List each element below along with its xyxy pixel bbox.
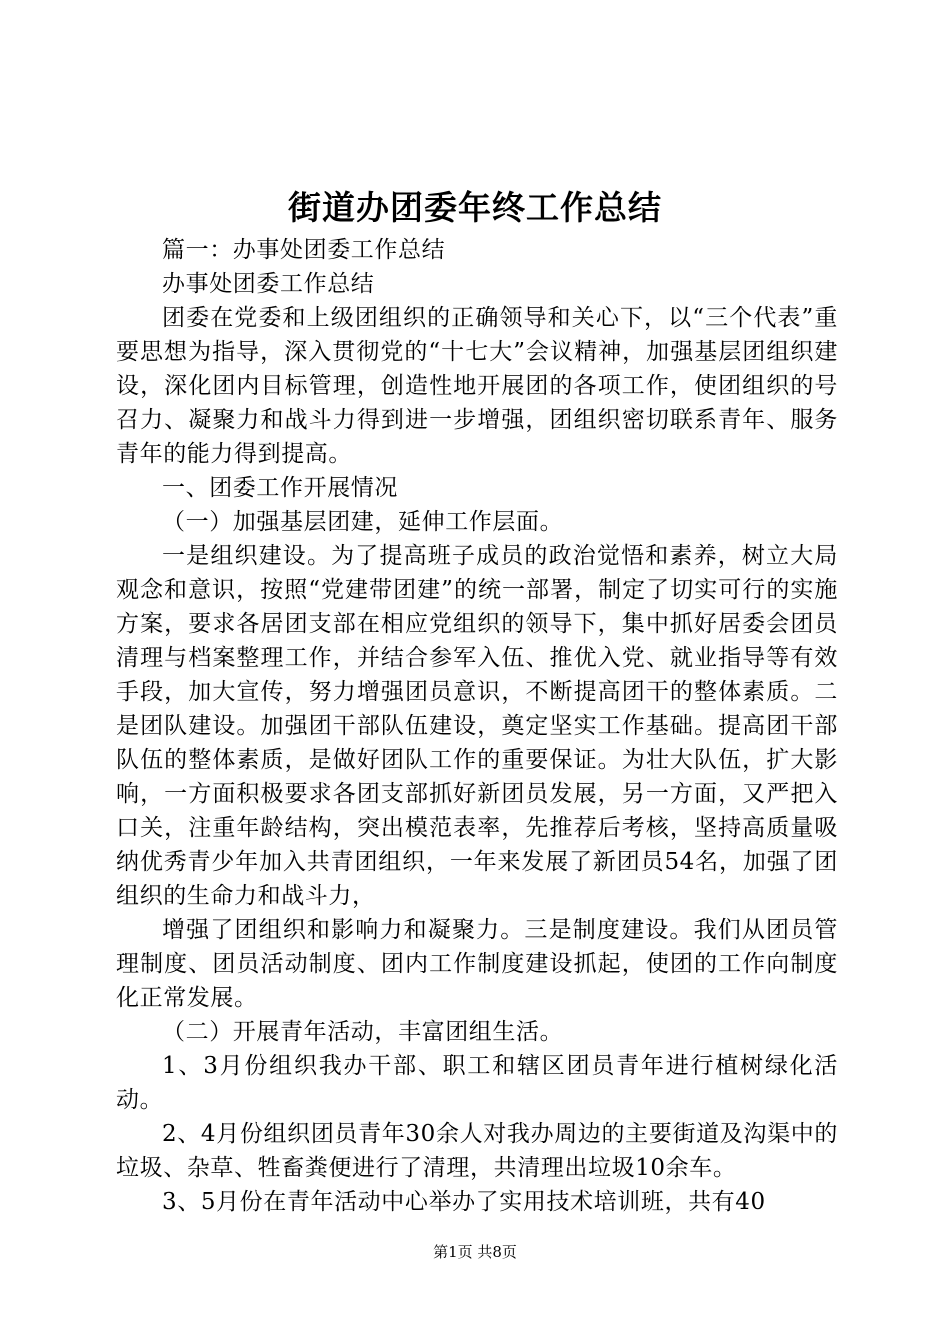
list-item: 3、5月份在青年活动中心举办了实用技术培训班，共有40 <box>162 1189 766 1215</box>
paragraph: 一是组织建设。为了提高班子成员的政治觉悟和素养，树立大局观念和意识，按照“党建带团建”的统一部署，制定了切实可行的实施方案，要求各居团支部在相应党组织的领导下，集中抓好居委会团员清理与档案整理工作，并结合参军入伍、推优入党、就业指导等有效手段，加大宣传，努力增强团员意识，不断提高团干的整体素质。二是团队建设。加强团干部队伍建设，奠定坚实工作基础。提高团干部队伍的整体素质，是做好团队工作的重要保证。为壮大队伍，扩大影响，一方面积极要求各团支部抓好新团员发展，另一方面，又严把入口关，注重年龄结构，突出模范表率，先推荐后考核，坚持高质量吸纳优秀青少年加入共青团组织，一年来发展了新团员54名，加强了团组织的生命力和战斗力， <box>116 543 838 909</box>
paragraph: 团委在党委和上级团组织的正确领导和关心下，以“三个代表”重要思想为指导，深入贯彻党的“十七大”会议精神，加强基层团组织建设，深化团内目标管理，创造性地开展团的各项工作，使团组织的号召力、凝聚力和战斗力得到进一步增强，团组织密切联系青年、服务青年的能力得到提高。 <box>116 305 838 467</box>
section-heading: 篇一：办事处团委工作总结 <box>162 237 446 263</box>
subsection-heading: （一）加强基层团建，延伸工作层面。 <box>162 509 564 535</box>
subsection-heading: （二）开展青年活动，丰富团组生活。 <box>162 1019 564 1045</box>
document-body <box>116 233 838 1219</box>
list-item: 1、3月份组织我办干部、职工和辖区团员青年进行植树绿化活动。 <box>116 1053 838 1113</box>
list-item: 2、4月份组织团员青年30余人对我办周边的主要街道及沟渠中的垃圾、杂草、牲畜粪便进行了清理，共清理出垃圾10余车。 <box>116 1121 838 1181</box>
section-heading: 一、团委工作开展情况 <box>162 475 398 501</box>
document-title: 街道办团委年终工作总结 <box>288 188 662 227</box>
page-footer: 第1页 共8页 <box>433 1243 517 1261</box>
subtitle: 办事处团委工作总结 <box>162 271 375 297</box>
paragraph: 增强了团组织和影响力和凝聚力。三是制度建设。我们从团员管理制度、团员活动制度、团内工作制度建设抓起，使团的工作向制度化正常发展。 <box>116 917 838 1011</box>
